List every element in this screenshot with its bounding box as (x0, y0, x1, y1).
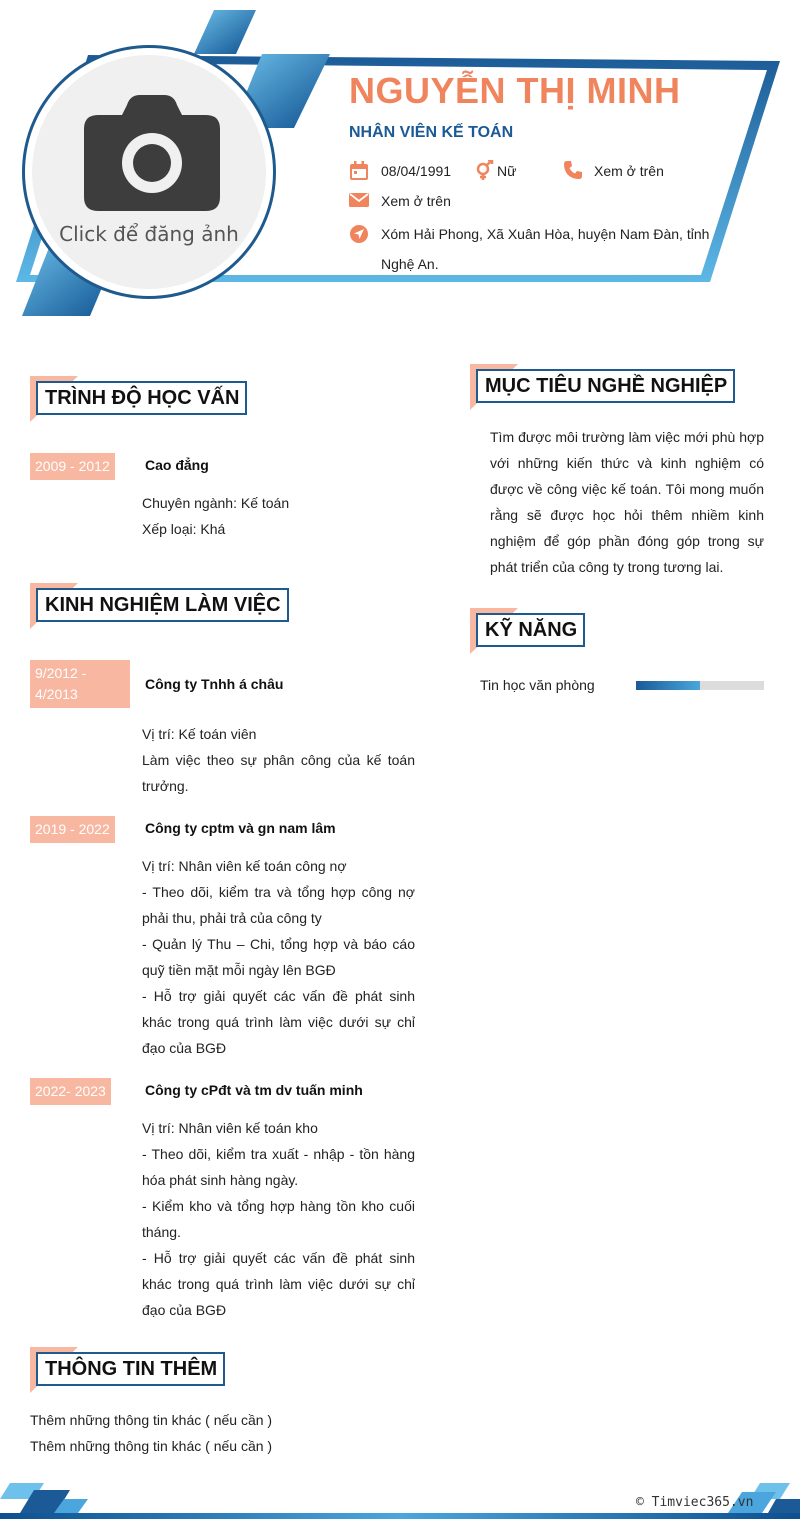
location-icon (349, 224, 369, 244)
candidate-name: NGUYỄN THỊ MINH (349, 70, 681, 111)
gender-value: Nữ (497, 163, 517, 179)
calendar-icon (349, 161, 369, 181)
envelope-icon (349, 192, 369, 208)
experience-line: - Kiểm kho và tổng hợp hàng tồn kho cuối tháng. (142, 1198, 415, 1240)
phone-icon (563, 160, 583, 180)
experience-heading: KINH NGHIỆM LÀM VIỆC (36, 588, 289, 622)
experience-line: Vị trí: Kế toán viên (142, 726, 257, 742)
experience-line: - Theo dõi, kiểm tra và tổng hợp công nợ phải thu, phải trả của công ty (142, 884, 415, 926)
gender-icon (475, 160, 495, 180)
avatar-upload-label: Click để đăng ảnh (59, 222, 239, 246)
objective-text: Tìm được môi trường làm việc mới phù hợp với những kiến thức và kinh nghiệm có được về công việc kế toán. Tôi mong muốn rằng sẽ được học hỏi thêm nhiềm kinh nghiệm để góp phần đóng góp trong sự phát triển của công ty trong tương lai. (490, 429, 764, 575)
objective-heading: MỤC TIÊU NGHỀ NGHIỆP (476, 369, 735, 403)
education-title: Cao đẳng (145, 457, 209, 473)
skill-level-fill (636, 681, 700, 690)
birthday-value: 08/04/1991 (381, 163, 452, 179)
camera-icon (82, 93, 222, 213)
education-line: Chuyên ngành: Kế toán (142, 495, 290, 511)
skills-heading: KỸ NĂNG (476, 613, 585, 647)
address-line-1: Xóm Hải Phong, Xã Xuân Hòa, huyện Nam Đàn, tỉnh (381, 226, 710, 242)
experience-line: Làm việc theo sự phân công của kế toán trưởng. (142, 752, 415, 794)
experience-date: 9/2012 - 4/2013 (30, 660, 130, 708)
extra-line: Thêm những thông tin khác ( nếu cần ) (30, 1438, 273, 1454)
experience-line: Vị trí: Nhân viên kế toán kho (142, 1120, 318, 1136)
job-title: NHÂN VIÊN KẾ TOÁN (349, 124, 514, 141)
avatar-upload[interactable] (22, 45, 276, 299)
experience-company: Công ty cPđt và tm dv tuấn minh (145, 1082, 363, 1098)
skill-name: Tin học văn phòng (480, 677, 595, 693)
education-line: Xếp loại: Khá (142, 521, 226, 537)
phone-value: Xem ở trên (594, 163, 664, 179)
experience-line: Vị trí: Nhân viên kế toán công nợ (142, 858, 347, 874)
experience-line: - Hỗ trợ giải quyết các vấn đề phát sinh khác trong quá trình làm việc dưới sự chỉ đạo của BGĐ (142, 988, 415, 1056)
extra-heading: THÔNG TIN THÊM (36, 1352, 225, 1386)
experience-company: Công ty cptm và gn nam lâm (145, 820, 336, 836)
experience-date: 2019 - 2022 (30, 816, 115, 843)
education-heading: TRÌNH ĐỘ HỌC VẤN (36, 381, 247, 415)
experience-line: - Hỗ trợ giải quyết các vấn đề phát sinh khác trong quá trình làm việc dưới sự chỉ đạo của BGĐ (142, 1250, 415, 1318)
extra-line: Thêm những thông tin khác ( nếu cần ) (30, 1412, 273, 1428)
experience-date: 2022- 2023 (30, 1078, 111, 1105)
copyright-text: © Timviec365.vn (636, 1495, 754, 1510)
experience-company: Công ty Tnhh á châu (145, 676, 284, 692)
experience-line: - Quản lý Thu – Chi, tổng hợp và báo cáo quỹ tiền mặt mỗi ngày lên BGĐ (142, 936, 415, 978)
skill-level-bar (636, 681, 764, 690)
experience-line: - Theo dõi, kiểm tra xuất - nhập - tồn hàng hóa phát sinh hàng ngày. (142, 1146, 415, 1188)
email-value: Xem ở trên (381, 193, 451, 209)
education-date: 2009 - 2012 (30, 453, 115, 480)
address-line-2: Nghệ An. (381, 256, 439, 272)
